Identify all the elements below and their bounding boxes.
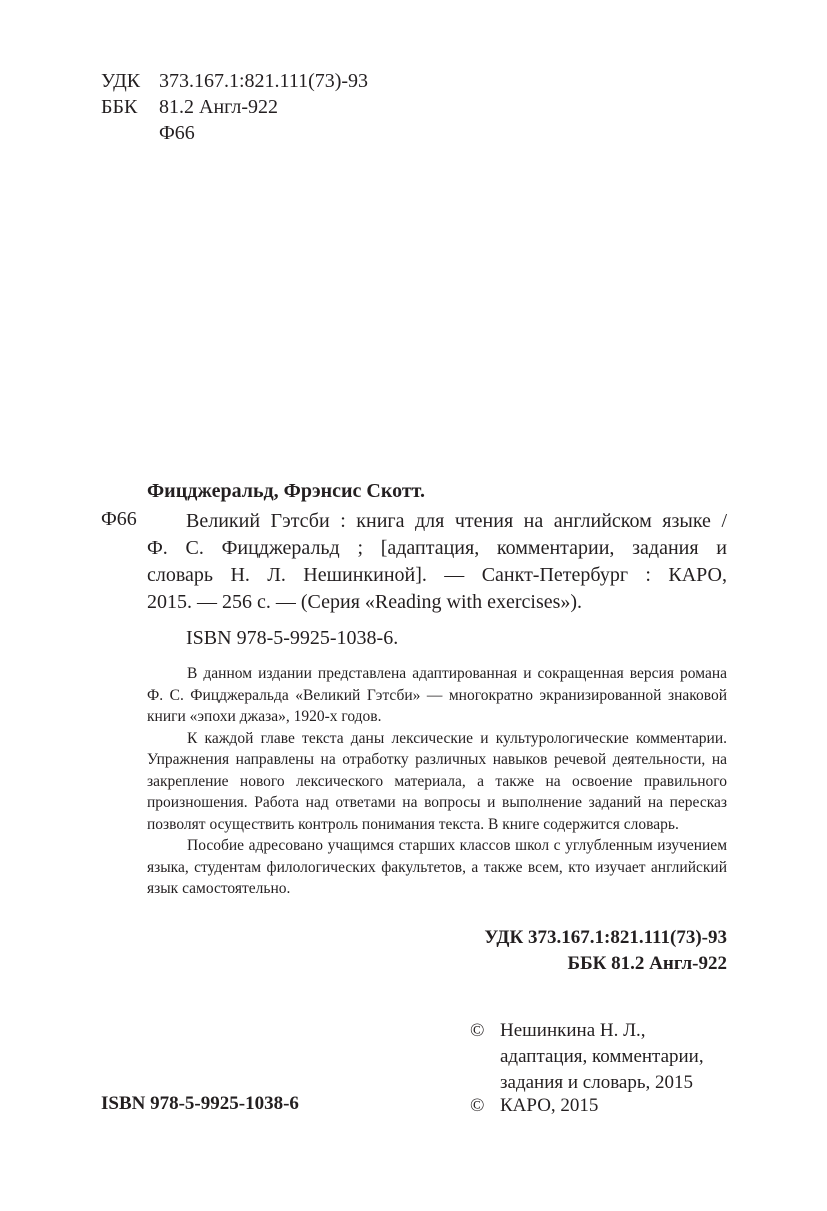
copyright-line-3: задания и словарь, 2015 [500, 1072, 694, 1093]
annotation-paragraph-1: В данном издании представлена адаптированная и сокращенная версия романа Ф. С. Фицджеральда «Великий Гэтсби» — многократно экранизированной знаковой книги «эпохи джаза», 1920-х годов. [147, 665, 727, 725]
annotation-paragraph-2: К каждой главе текста даны лексические и культурологические комментарии. Упражнения направлены на отработку различных навыков речевой деятельности, на закрепление нового лексического материала, а также на освоение правильного произношения. Работа над ответами на вопросы и выполнение заданий на пересказ позволят осуществить контроль понимания текста. В книге содержится словарь. [147, 729, 727, 833]
entry-author: Фицджеральд, Фрэнсис Скотт. [147, 480, 425, 502]
entry-line-3-text: словарь Н. Л. Нешинкиной]. — Санкт-Петербург : КАРО, [147, 564, 727, 586]
copyright-icon-2: © [470, 1095, 485, 1116]
bottom-bbk: ББК 81.2 Англ-922 [567, 953, 727, 974]
copyright-publisher-text: КАРО, 2015 [500, 1095, 599, 1116]
author-mark-top: Ф66 [159, 122, 195, 144]
copyright-icon: © [470, 1020, 485, 1041]
bbk-row [101, 94, 278, 120]
udk-row [101, 68, 368, 94]
entry-line-3 [147, 562, 727, 588]
bbk-value: 81.2 Англ-922 [159, 96, 278, 118]
entry-line-2 [147, 535, 727, 561]
annotation-paragraph-3: Пособие адресовано учащимся старших классов школ с углубленным изучением языка, студентам филологических факультетов, а также всем, кто изучает английский язык самостоятельно. [147, 837, 727, 897]
entry-isbn: ISBN 978-5-9925-1038-6. [186, 627, 399, 649]
copyright-line-2: адаптация, комментарии, [500, 1046, 704, 1067]
bottom-udk: УДК 373.167.1:821.111(73)-93 [484, 927, 727, 948]
copyright-publisher [470, 1093, 598, 1119]
copyright-author [470, 1018, 645, 1044]
entry-line-1-text: Великий Гэтсби : книга для чтения на английском языке / [186, 510, 727, 532]
entry-line-1 [186, 508, 727, 534]
entry-code: Ф66 [101, 508, 137, 530]
udk-value: 373.167.1:821.111(73)-93 [159, 70, 369, 92]
udk-label: УДК [101, 70, 141, 92]
copyright-line-1: Нешинкина Н. Л., [500, 1020, 646, 1041]
entry-line-4: 2015. — 256 с. — (Серия «Reading with exercises»). [147, 591, 583, 613]
bbk-label: ББК [101, 96, 138, 118]
annotation [147, 663, 727, 900]
isbn-bottom: ISBN 978-5-9925-1038-6 [101, 1093, 299, 1114]
entry-line-2-text: Ф. С. Фицджеральд ; [адаптация, комментарии, задания и [147, 537, 727, 559]
